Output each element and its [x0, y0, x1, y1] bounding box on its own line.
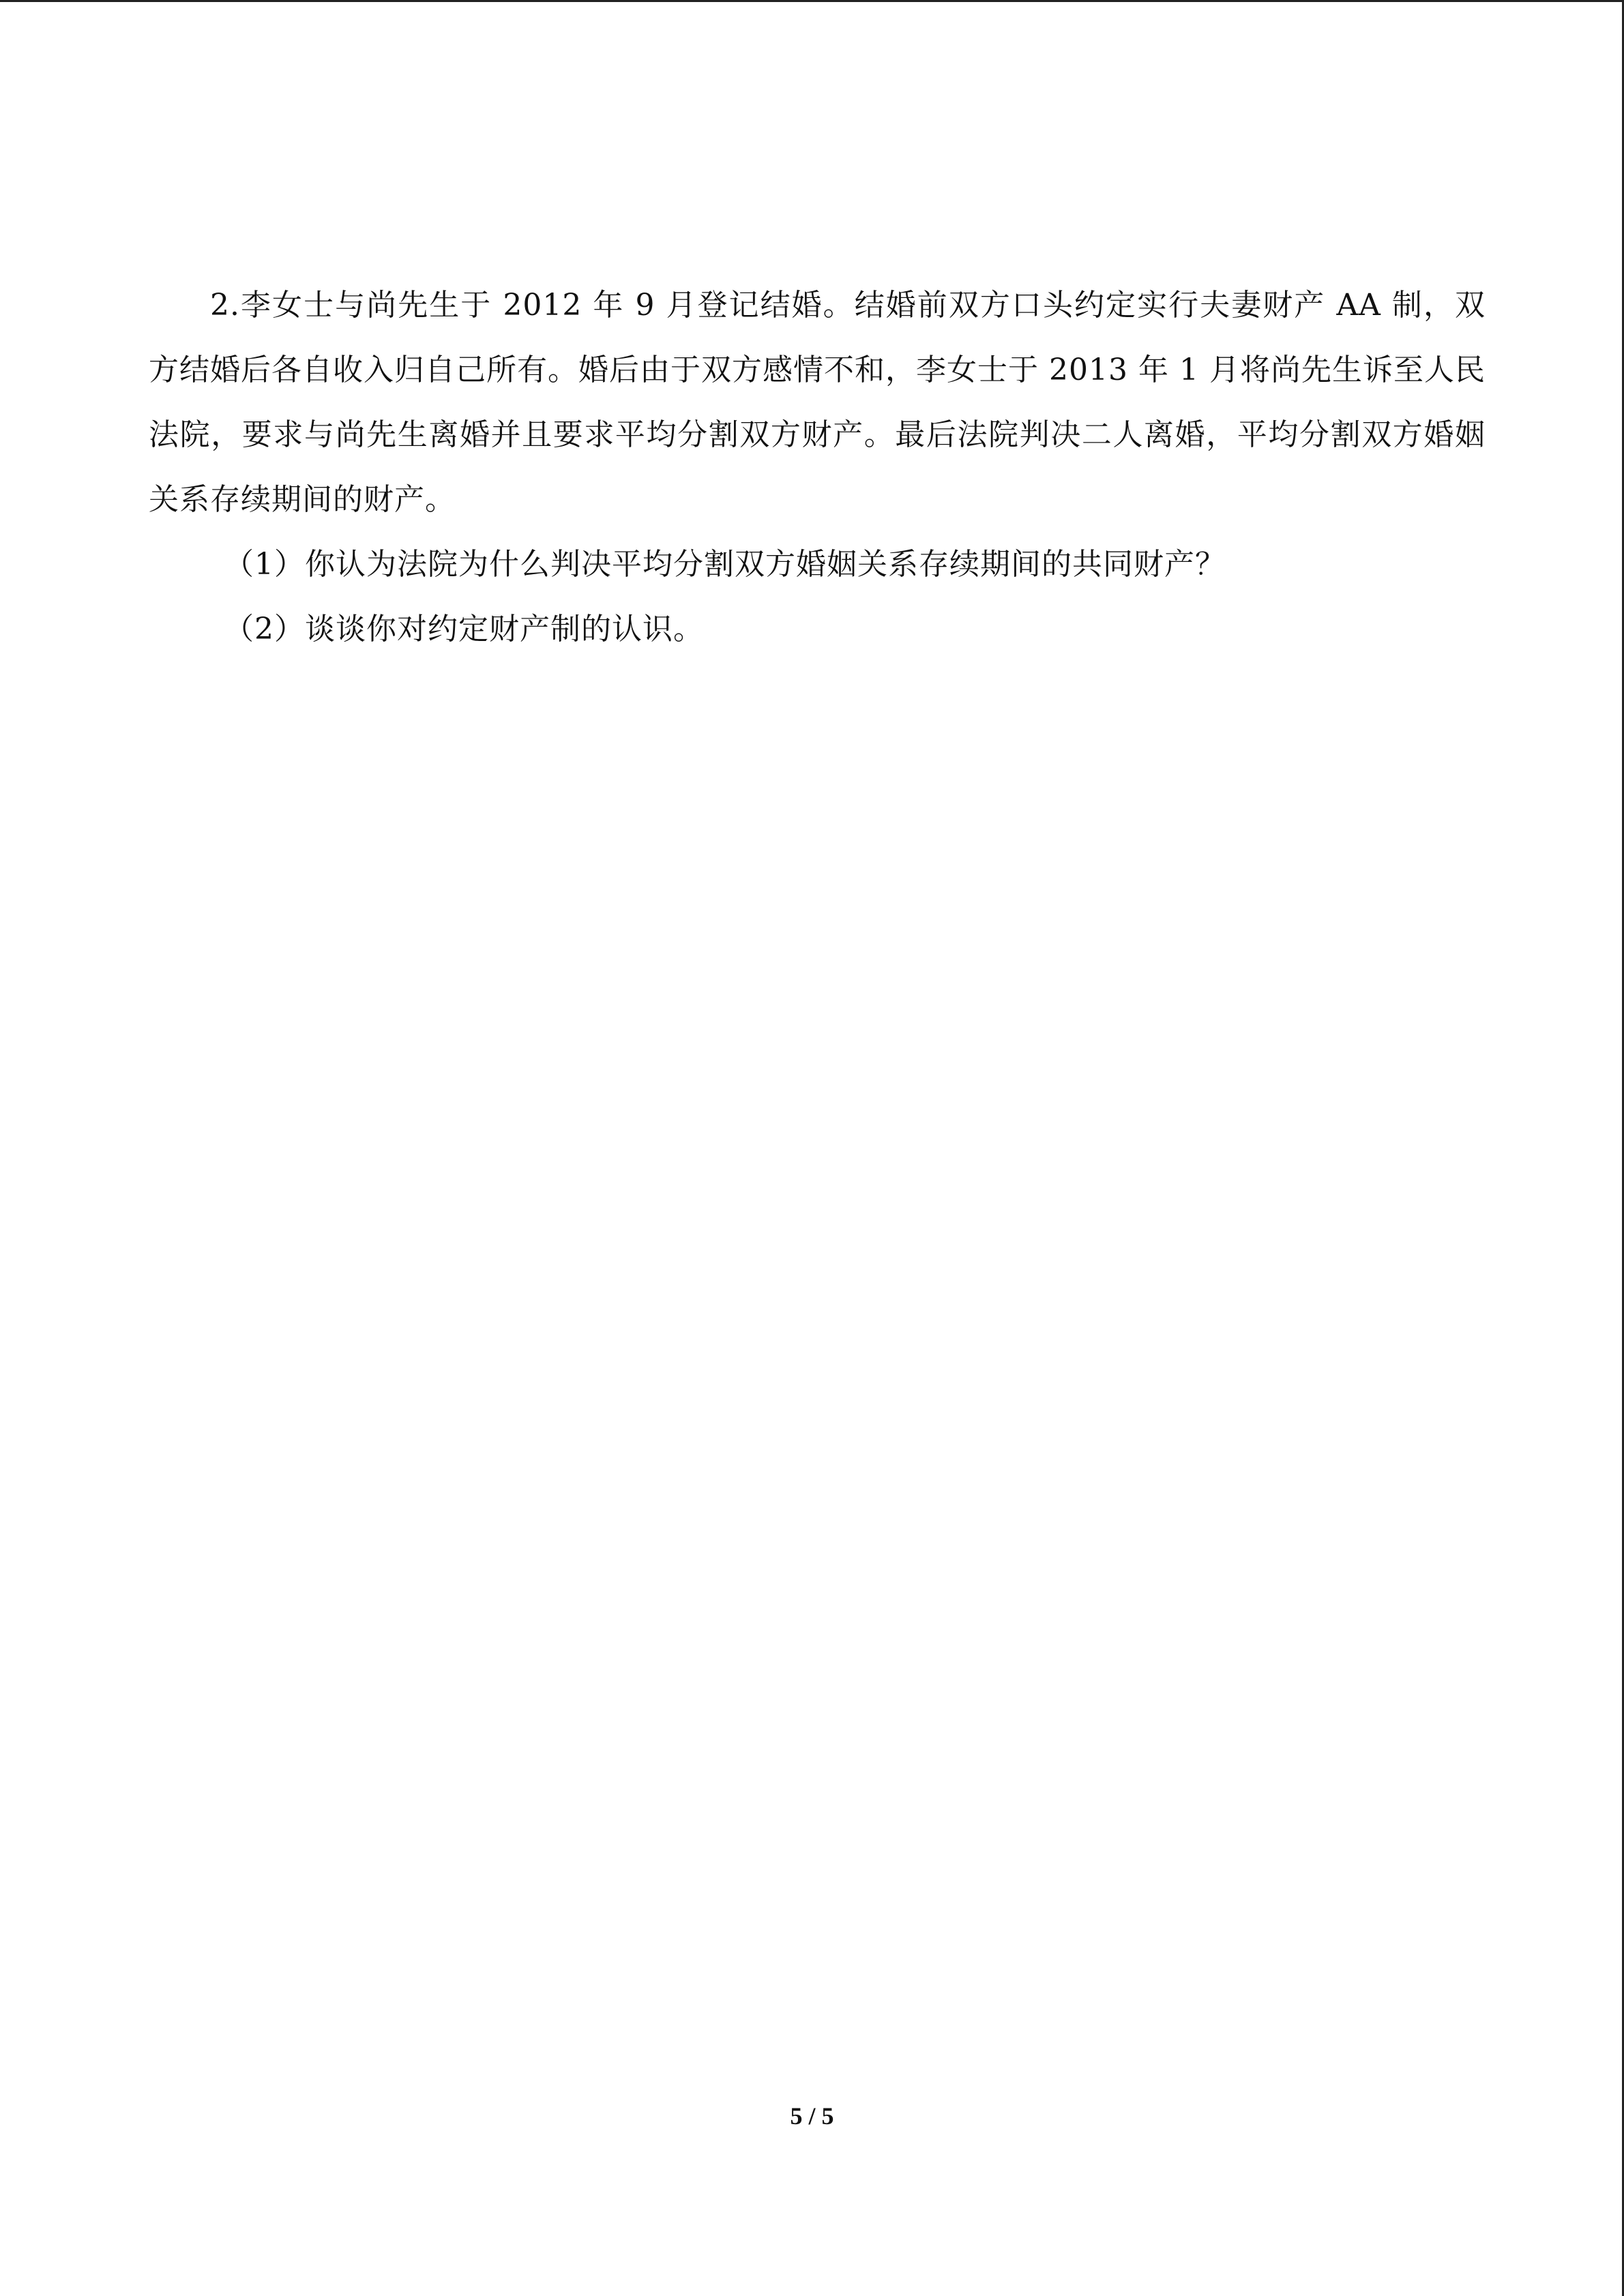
- page-number: 5 / 5: [790, 2102, 834, 2130]
- question-2: （2）谈谈你对约定财产制的认识。: [224, 612, 704, 646]
- question-1: （1）你认为法院为什么判决平均分割双方婚姻关系存续期间的共同财产？: [224, 547, 1226, 582]
- document-body: [149, 273, 1486, 661]
- case-paragraph: 2.李女士与尚先生于 2012 年 9 月登记结婚。结婚前双方口头约定实行夫妻财产 AA 制，双方结婚后各自收入归自己所有。婚后由于双方感情不和，李女士于 2013 年 1 月将尚先生诉至人民法院，要求与尚先生离婚并且要求平均分割双方财产。最后法院判决二人离婚，平均分割双方婚姻关系存续期间的财产。: [149, 288, 1486, 517]
- page-border-top: [0, 0, 1624, 2]
